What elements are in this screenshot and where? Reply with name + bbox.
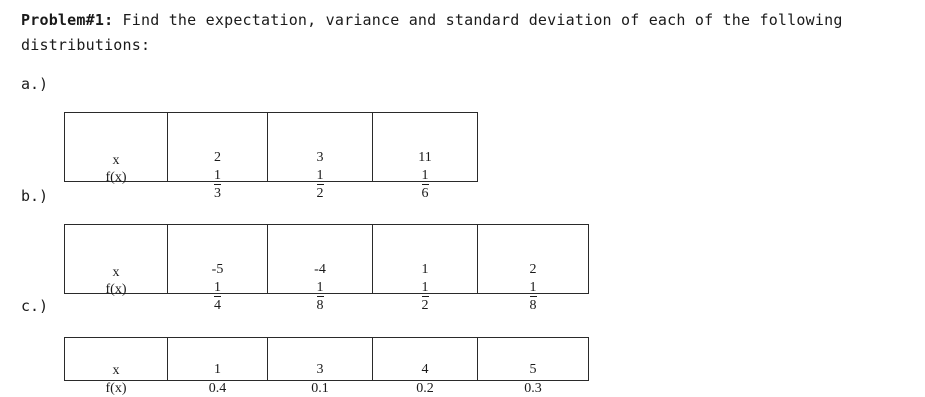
x-value: 3 (316, 150, 324, 165)
table-a-col-3 (373, 113, 478, 201)
fx-fraction (268, 280, 372, 313)
fraction-bar (530, 296, 537, 297)
distribution-table-b (64, 224, 589, 313)
fraction-denominator: 6 (421, 186, 429, 201)
fraction-denominator: 2 (316, 186, 324, 201)
fraction-denominator: 8 (316, 298, 324, 313)
fx-fraction (373, 168, 477, 201)
fraction-denominator: 3 (214, 186, 221, 201)
table-b-labels (65, 225, 168, 297)
fraction-denominator: 2 (421, 298, 429, 313)
fx-fraction (478, 280, 588, 313)
table-b-col-2 (268, 225, 373, 313)
x-value: 1 (421, 262, 429, 277)
fraction-numerator: 1 (316, 280, 324, 295)
table-c-labels (65, 338, 168, 396)
fraction-denominator: 4 (214, 298, 221, 313)
fraction-bar (317, 184, 324, 185)
fx-label: f(x) (105, 282, 127, 297)
fraction-denominator: 8 (529, 298, 537, 313)
table-a-labels (65, 113, 168, 185)
table-b-col-3 (373, 225, 478, 313)
x-value: 5 (529, 362, 537, 377)
problem-statement (21, 8, 916, 58)
x-value: -4 (314, 262, 326, 277)
table-c-col-3 (373, 338, 478, 396)
fx-value: 0.2 (416, 381, 434, 396)
fraction-numerator: 1 (529, 280, 537, 295)
fraction-numerator: 1 (214, 280, 221, 295)
x-value: 11 (418, 150, 432, 165)
fraction-numerator: 1 (214, 168, 221, 183)
part-c-label: c.) (21, 297, 49, 315)
table-c-col-1 (168, 338, 268, 396)
fx-fraction (268, 168, 372, 201)
x-label: x (112, 265, 120, 280)
fx-label: f(x) (105, 170, 127, 185)
fraction-bar (422, 296, 429, 297)
table-c-col-4 (478, 338, 589, 396)
fx-fraction (168, 168, 267, 201)
x-value: 2 (529, 262, 537, 277)
problem-text: Find the expectation, variance and standard deviation of each of the following distributions: (21, 11, 843, 54)
fx-fraction (168, 280, 267, 313)
x-value: 1 (214, 362, 221, 377)
distribution-table-a (64, 112, 478, 201)
part-b-label: b.) (21, 187, 49, 205)
x-value: -5 (211, 262, 224, 277)
x-label: x (112, 363, 120, 378)
fraction-bar (317, 296, 324, 297)
fraction-bar (214, 184, 221, 185)
table-b-col-1 (168, 225, 268, 313)
fraction-numerator: 1 (421, 168, 429, 183)
fx-value: 0.3 (524, 381, 542, 396)
fx-value: 0.4 (208, 381, 227, 396)
fx-label: f(x) (105, 381, 127, 396)
x-value: 4 (421, 362, 429, 377)
fraction-numerator: 1 (421, 280, 429, 295)
table-c-col-2 (268, 338, 373, 396)
x-label: x (112, 153, 120, 168)
fraction-bar (214, 296, 221, 297)
part-a-label: a.) (21, 75, 49, 93)
fraction-numerator: 1 (316, 168, 324, 183)
fraction-bar (422, 184, 429, 185)
table-b-col-4 (478, 225, 589, 313)
table-a-col-1 (168, 113, 268, 201)
table-a-col-2 (268, 113, 373, 201)
problem-title: Problem#1: (21, 11, 114, 29)
distribution-table-c (64, 337, 589, 396)
x-value: 3 (316, 362, 324, 377)
x-value: 2 (214, 150, 221, 165)
fx-fraction (373, 280, 477, 313)
fx-value: 0.1 (311, 381, 329, 396)
